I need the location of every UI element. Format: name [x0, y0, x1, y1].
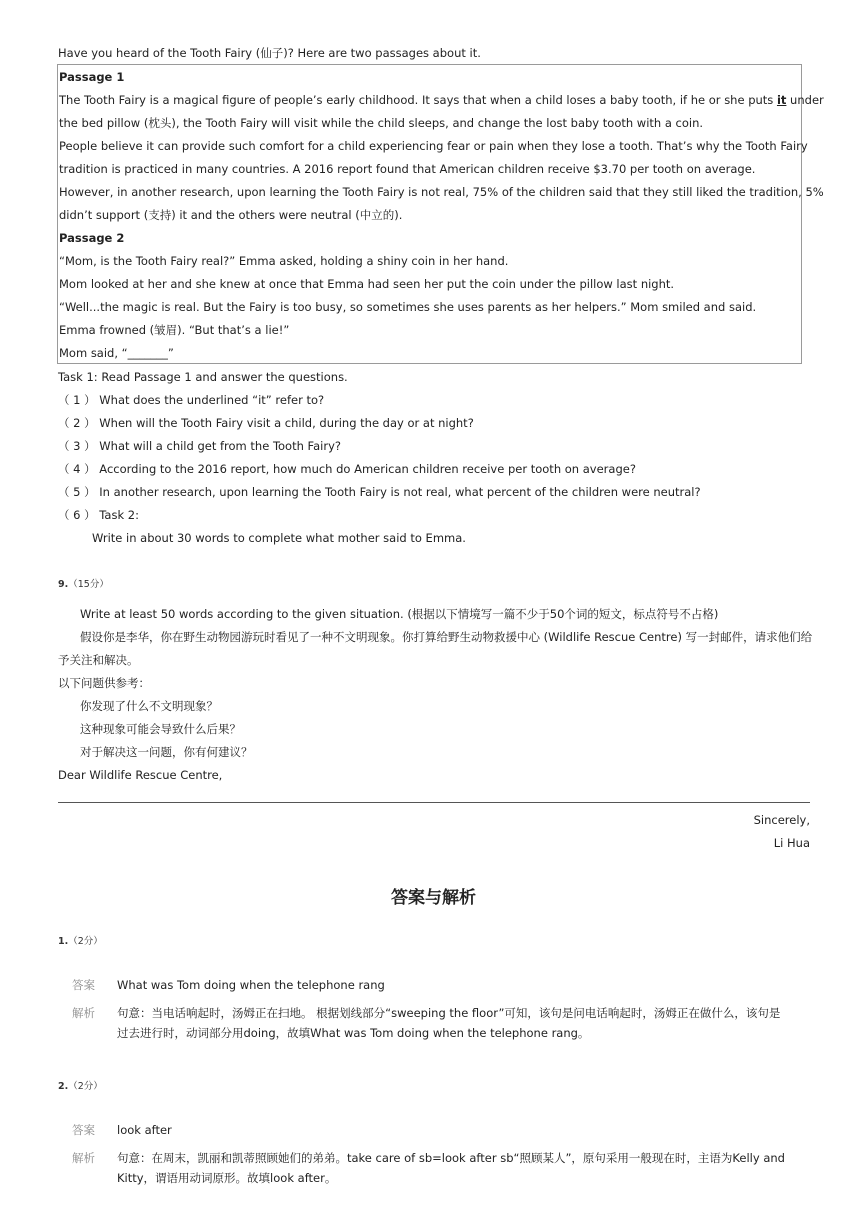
answer-1-answer: What was Tom doing when the telephone rang: [117, 978, 385, 992]
q9-hint-2: 这种现象可能会导致什么后果？: [80, 722, 241, 736]
answer-1-analysis-label: 解析: [72, 1006, 95, 1020]
q9-hint-1: 你发现了什么不文明现象？: [80, 699, 218, 713]
answer-2-score: （2分）: [68, 1081, 103, 1092]
task1-heading: Task 1: Read Passage 1 and answer the questions.: [58, 370, 348, 384]
answer-1-analysis-line1: 句意：当电话响起时，汤姆正在扫地。 根据划线部分“sweeping the floor”可知，该句是问电话响起时，汤姆正在做什么，该句是: [117, 1006, 781, 1020]
passage2-line4: Emma frowned (皱眉). “But that’s a lie!”: [59, 323, 290, 337]
q9-situation-line1: 假设你是李华，你在野生动物园游玩时看见了一种不文明现象。你打算给野生动物救援中心 (Wildlife Rescue Centre) 写一封邮件，请求他们给: [80, 630, 813, 644]
q9-signature: Li Hua: [773, 836, 810, 850]
task1-question-4: （ 4 ） According to the 2016 report, how much do American children receive per tooth on average?: [58, 462, 636, 476]
q9-hint-3: 对于解决这一问题，你有何建议？: [80, 745, 253, 759]
answer-2-analysis-line1: 句意：在周末，凯丽和凯蒂照顾她们的弟弟。take care of sb=look after sb“照顾某人”，原句采用一般现在时，主语为Kelly and: [117, 1151, 785, 1165]
q9-closing: Sincerely,: [753, 813, 810, 827]
writing-line: [58, 802, 810, 803]
task1-question-6: （ 6 ） Task 2:: [58, 508, 139, 522]
task1-question-1: （ 1 ） What does the underlined “it” refer to?: [58, 393, 325, 407]
q9-situation-line2: 予关注和解决。: [58, 653, 139, 667]
passage2-line5: Mom said, “_______”: [59, 346, 174, 360]
intro-text: Have you heard of the Tooth Fairy (仙子)? Here are two passages about it.: [58, 46, 481, 60]
passage2-line2: Mom looked at her and she knew at once that Emma had seen her put the coin under the pillow last night.: [59, 277, 675, 291]
q9-salutation: Dear Wildlife Rescue Centre,: [58, 768, 223, 782]
task2-instruction: Write in about 30 words to complete what mother said to Emma.: [92, 531, 466, 545]
passage2-line3: “Well...the magic is real. But the Fairy is too busy, so sometimes she uses parents as her helpers.” Mom smiled and said.: [59, 300, 757, 314]
passage1-line1: [59, 92, 824, 108]
answer-1-number: [58, 935, 103, 949]
q9-hint-intro: 以下问题供参考：: [58, 676, 150, 690]
answer-2-number: [58, 1080, 103, 1094]
question-9-num: 9.: [58, 579, 69, 590]
task1-question-3: （ 3 ） What will a child get from the Tooth Fairy?: [58, 439, 341, 453]
question-9-number: [58, 578, 109, 592]
answers-title: 答案与解析: [391, 888, 476, 908]
task1-question-2: （ 2 ） When will the Tooth Fairy visit a child, during the day or at night?: [58, 416, 474, 430]
q9-instruction: Write at least 50 words according to the given situation. (根据以下情境写一篇不少于50个词的短文，标点符号不占格): [80, 607, 719, 621]
passage1-line1-end: under: [786, 93, 824, 107]
passage1-line6: didn’t support (支持) it and the others were neutral (中立的).: [59, 208, 403, 222]
underlined-it: it: [776, 93, 787, 107]
passage1-line1-text: The Tooth Fairy is a magical figure of people’s early childhood. It says that when a child loses a baby tooth, if he or she puts: [59, 93, 777, 107]
task1-question-5: （ 5 ） In another research, upon learning the Tooth Fairy is not real, what percent of the children were neutral?: [58, 485, 701, 499]
passage1-line5: However, in another research, upon learning the Tooth Fairy is not real, 75% of the children said that they still liked the tradition, 5%: [59, 185, 824, 199]
answer-1-analysis-line2: 过去进行时，动词部分用doing，故填What was Tom doing when the telephone rang。: [117, 1026, 590, 1040]
answer-2-num: 2.: [58, 1081, 69, 1092]
question-9-score: （15分）: [68, 579, 109, 590]
answer-1-answer-label: 答案: [72, 978, 95, 992]
passage1-line4: tradition is practiced in many countries. A 2016 report found that American children receive $3.70 per tooth on average.: [59, 162, 756, 176]
passage1-line2: the bed pillow (枕头), the Tooth Fairy will visit while the child sleeps, and change the lost baby tooth with a coin.: [59, 116, 704, 130]
answer-2-answer: look after: [117, 1123, 172, 1137]
answer-1-score: （2分）: [68, 936, 103, 947]
passage1-line3: People believe it can provide such comfort for a child experiencing fear or pain when they lose a tooth. That’s why the Tooth Fairy: [59, 139, 808, 153]
answer-2-analysis-line2: Kitty，谓语用动词原形。故填look after。: [117, 1171, 337, 1185]
passage1-title: Passage 1: [59, 70, 125, 84]
passage2-title: Passage 2: [59, 231, 125, 245]
answer-2-analysis-label: 解析: [72, 1151, 95, 1165]
passage2-line1: “Mom, is the Tooth Fairy real?” Emma asked, holding a shiny coin in her hand.: [59, 254, 509, 268]
answer-2-answer-label: 答案: [72, 1123, 95, 1137]
answer-1-num: 1.: [58, 936, 69, 947]
